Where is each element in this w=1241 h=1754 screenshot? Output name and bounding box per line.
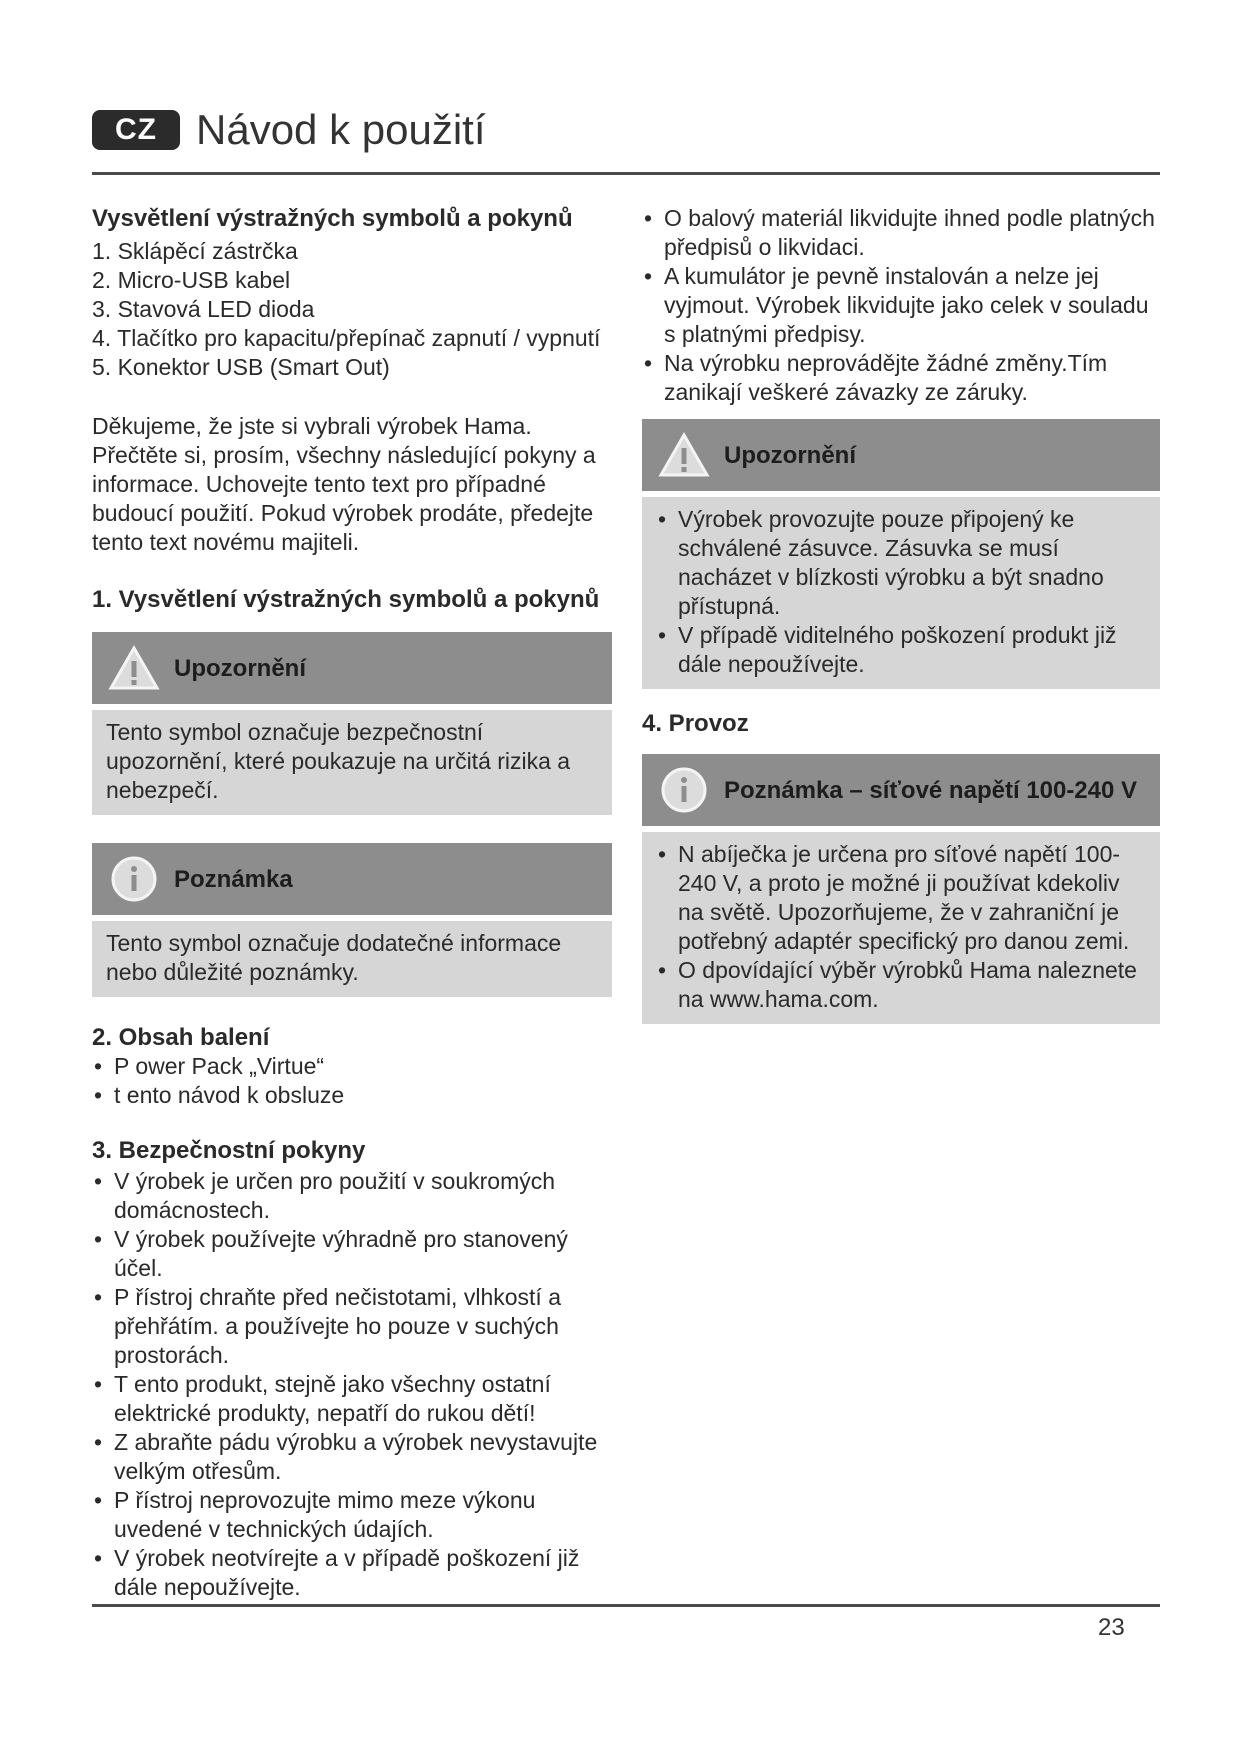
page-number: 23 (1098, 1614, 1125, 1641)
language-badge: CZ (92, 110, 180, 150)
warning-box-body (92, 710, 612, 815)
note-box (642, 754, 1160, 1024)
list-item: • Na výrobku neprovádějte žádné změny.Tím zanikají veškeré závazky ze záruky. (642, 349, 1160, 407)
legend-item: 4. Tlačítko pro kapacitu/přepínač zapnutí / vypnutí (92, 325, 601, 351)
list-item: • O dpovídající výběr výrobků Hama naleznete na www.hama.com. (656, 956, 1146, 1014)
note-box-header (92, 843, 612, 915)
note-box-body (642, 832, 1160, 1024)
note-box-title: Poznámka (174, 865, 293, 893)
warning-list (656, 505, 1146, 679)
disposal-list (642, 204, 1160, 407)
legend-item: 1. Sklápěcí zástrčka (92, 238, 298, 264)
list-item: • A kumulátor je pevně instalován a nelze jej vyjmout. Výrobek likvidujte jako celek v souladu s platnými předpisy. (642, 262, 1160, 349)
section2-heading: 2. Obsah balení (92, 1024, 270, 1051)
section3-heading: 3. Bezpečnostní pokyny (92, 1137, 366, 1164)
intro-text: Děkujeme, že jste si vybrali výrobek Hama. Přečtěte si, prosím, všechny následující pokyny a informace. Uchovejte tento text pro případné budoucí použití. Pokud výrobek prodáte, předejte tento text novému majiteli. (92, 413, 596, 555)
legend-item: 5. Konektor USB (Smart Out) (92, 354, 390, 380)
list-item: • O balový materiál likvidujte ihned podle platných předpisů o likvidaci. (642, 204, 1160, 262)
warning-box-title: Upozornění (174, 654, 306, 682)
safety-list (92, 1167, 612, 1602)
warning-box-body (642, 497, 1160, 689)
voltage-note-list (656, 840, 1146, 1014)
list-item: • P řístroj chraňte před nečistotami, vlhkostí a přehřátím. a používejte ho pouze v suchých prostorách. (92, 1283, 612, 1370)
warning-box-text: Tento symbol označuje bezpečnostní upozornění, které poukazuje na určitá rizika a nebezpečí. (106, 719, 571, 803)
info-circle-icon (656, 765, 712, 815)
list-item: • Z abraňte pádu výrobku a výrobek nevystavujte velkým otřesům. (92, 1428, 612, 1486)
list-item: • Výrobek provozujte pouze připojený ke schválené zásuvce. Zásuvka se musí nacházet v blízkosti výrobku a být snadno přístupná. (656, 505, 1146, 621)
list-item: • N abíječka je určena pro síťové napětí 100-240 V, a proto je možné ji používat kdekoliv na světě. Upozorňujeme, že v zahraniční je potřebný adaptér specifický pro danou zemi. (656, 840, 1146, 956)
list-item: • t ento návod k obsluze (92, 1081, 612, 1110)
list-item: • T ento produkt, stejně jako všechny ostatní elektrické produkty, nepatří do rukou dětí! (92, 1370, 612, 1428)
warning-triangle-icon (106, 643, 162, 693)
section1-heading: 1. Vysvětlení výstražných symbolů a pokynů (92, 586, 600, 613)
note-box-text: Tento symbol označuje dodatečné informace nebo důležité poznámky. (106, 930, 562, 985)
legend-heading: Vysvětlení výstražných symbolů a pokynů (92, 205, 573, 232)
legend-item: 2. Micro-USB kabel (92, 267, 291, 293)
note-box (92, 843, 612, 997)
list-item: • P ower Pack „Virtue“ (92, 1052, 612, 1081)
legend-item: 3. Stavová LED dioda (92, 296, 315, 322)
footer-rule (92, 1604, 1160, 1607)
warning-box-title: Upozornění (724, 441, 856, 469)
note-box-header (642, 754, 1160, 826)
list-item: • V ýrobek používejte výhradně pro stanovený účel. (92, 1225, 612, 1283)
warning-box (642, 419, 1160, 689)
warning-box-header (92, 632, 612, 704)
note-box-title: Poznámka – síťové napětí 100-240 V (724, 776, 1138, 804)
note-box-body (92, 921, 612, 997)
warning-box-header (642, 419, 1160, 491)
list-item: • V případě viditelného poškození produkt již dále nepoužívejte. (656, 621, 1146, 679)
right-column (642, 204, 1160, 1024)
header-rule (92, 172, 1160, 175)
page-title: Návod k použití (196, 106, 486, 153)
page-header (92, 106, 486, 154)
warning-triangle-icon (656, 430, 712, 480)
section4-heading: 4. Provoz (642, 710, 749, 737)
left-column (92, 204, 612, 1602)
info-circle-icon (106, 854, 162, 904)
list-item: • V ýrobek neotvírejte a v případě poškození již dále nepoužívejte. (92, 1544, 612, 1602)
warning-box (92, 632, 612, 815)
list-item: • V ýrobek je určen pro použití v soukromých domácnostech. (92, 1167, 612, 1225)
legend-list (92, 237, 612, 382)
list-item: • P řístroj neprovozujte mimo meze výkonu uvedené v technických údajích. (92, 1486, 612, 1544)
package-contents-list (92, 1052, 612, 1110)
